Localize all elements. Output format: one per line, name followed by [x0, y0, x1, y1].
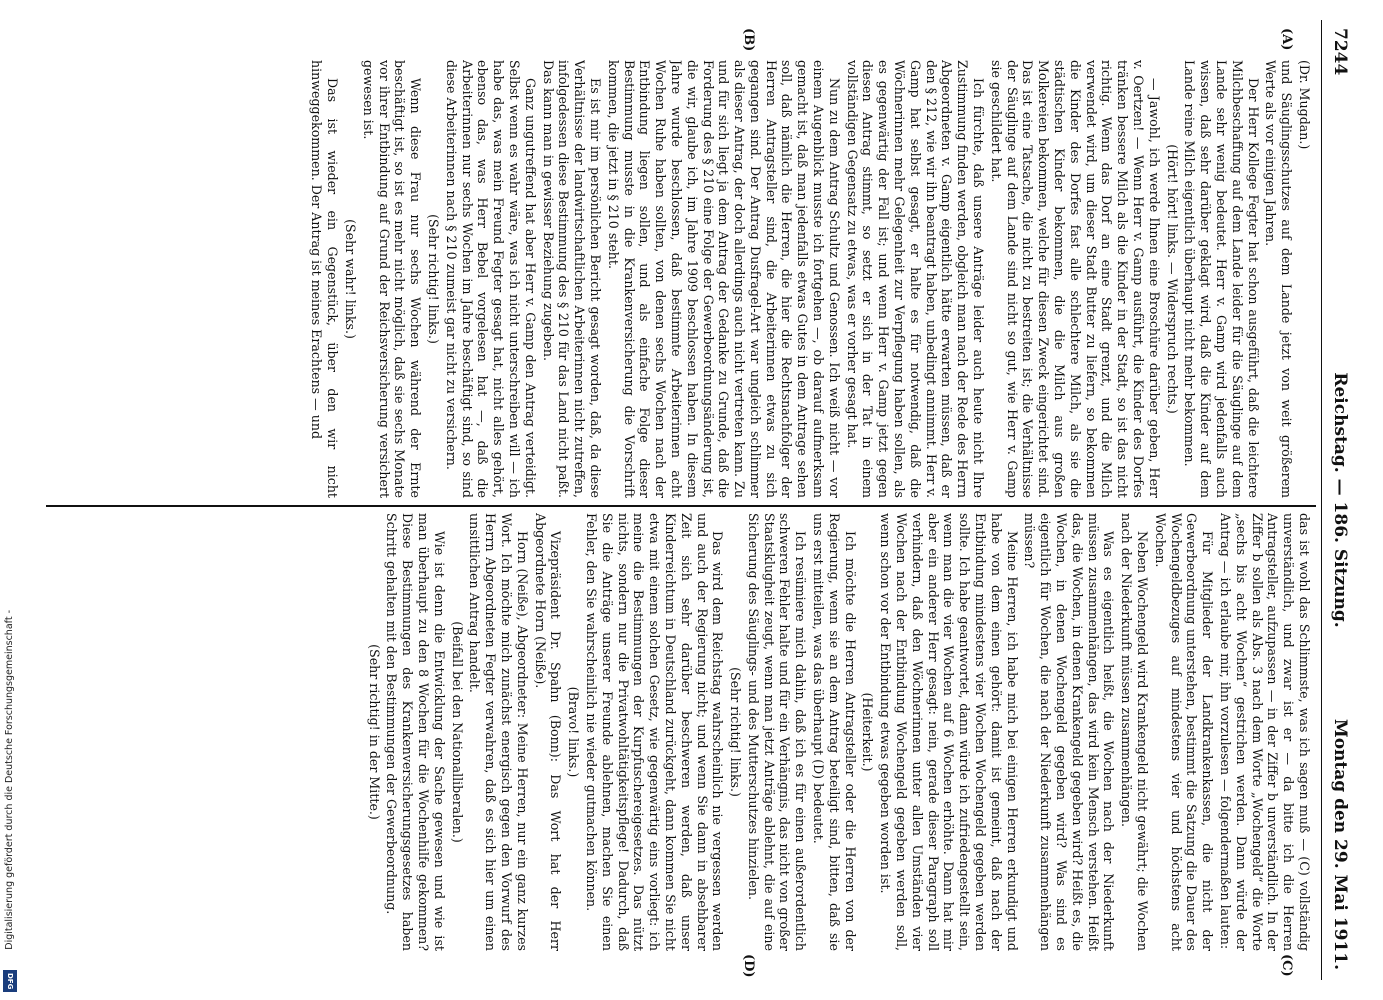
left-text-column — [62, 60, 1312, 498]
paragraph: Ganz ungutreffend hat aber Herr v. Gamp den Antrag verteidigt. Selbst wenn es wahr wäre, was ich nicht unterschreiben will — ich habe das, was mein Freund Fegter gesagt hat, nicht alles gehört, ebenso das, was Herr Bebel vorgelesen hat —, daß die Arbeiterinnen nur sechs Wochen im Jahre beschäftigt sind, so sind diese Arbeiterinnen nach § 210 zumeist gar nicht zu versichern. — [443, 60, 538, 498]
paragraph: Nun zu dem Antrag Schultz und Genossen. Ich weiß nicht — vor einem Augenblick musste ich fortgehen —, ob darauf aufmerksam gemacht ist, daß man jedenfalls etwas Gutes in dem Antrage sehen soll, daß nämlich die Herren, die hier die Rechtsnachfolger der Herren Antragsteller sind, die Arbeiterinnen etwas zu sich gegangen sind. Der Antrag Dusfragel-Art war ungleich schlimmer als dieser Antrag, der doch allerdings auch nicht vertreten kann. Zu und für sich liegt ja dem Antrag der Gedanke zu Grunde, daß die Forderung des § 210 eine Folge der Gewerbeordnungsänderung ist, die wir, glaube ich, im Jahre 1909 beschlossen haben. In diesem Jahre wurde beschlossen, daß bestimmte Arbeiterinnen acht Wochen Ruhe haben sollten, von denen sechs Wochen nach der Entbindung liegen sollen, und als einfache Folge dieser Bestimmung musste in die Krankenversicherung die Vorschrift kommen, die jetzt in § 210 steht. — [605, 60, 842, 498]
page-number: 7244 — [1330, 28, 1350, 76]
paragraph: Meine Herren, ich habe mich bei einigen Herren erkundigt und habe von dem einen gehört: damit ist gemeint, daß nach der Entbindung mindestens vier Wochen Wochengeld gegeben werden sollte. Ich habe geantwortet, dann würde ich zufriedengestellt sein, wenn man die vier Wochen auf 6 Wochen erhöhte. Dann hat mir aber ein anderer Herr gesagt: nein, gerade dieser Paragraph soll verhindern, daß den Wöchnerinnen unter allen Umständen vier Wochen nach der Entbindung Wochengeld gegeben werden soll, wenn schon vor der Entbindung etwas gegeben worden ist. — [878, 513, 1020, 951]
paragraph: (Heiterkeit.) — [860, 692, 876, 772]
session-title: Reichstag. — 186. Sitzung. — [1330, 372, 1350, 628]
paragraph: — Jawohl, ich werde Ihnen eine Broschüre darüber geben, Herr v. Oertzen! — Wenn Herr v. Gamp ausführt, die Kinder des Dorfes tränken bessere Milch als die Kinder in der Stadt, so ist das nicht richtig. Wenn das Dorf an eine Stadt grenzt, und die Milch verwendet wird, um dieser Stadt Butter zu liefern, so bekommen die Kinder des Dorfes fast alle schlechtere Milch, als sie die städtischen Kinder bekommen, die die Milch aus großen Molkereien bekommen, welche für diesen Zweck eingerichtet sind. Das ist eine Tatsache, die nicht zu bestreiten ist; die Verhältnisse der Säuglinge auf dem Lande sind nicht so gut, wie Herr v. Gamp sie geschildert hat. — [988, 60, 1162, 498]
paragraph: Horn (Neiße), Abgeordneter: Meine Herren, nur ein ganz kurzes Wort. Ich möchte mich zunächst energisch gegen den Vorwurf des Herrn Abgeordneten Fegter verwahren, daß es sich hier um einen unsittlichen Antrag handelt. — [467, 513, 530, 951]
paragraph: Neben Wochengeld wird Krankengeld nicht gewährt; die Wochen nach der Niederkunft müssen zusammenhängen. — [1119, 513, 1151, 951]
rotated-document-page — [36, 20, 1356, 980]
paragraph: (Sehr richtig! in der Mitte.) — [366, 644, 382, 820]
paragraph: (Dr. Mugdan.) — [1297, 60, 1312, 150]
paragraph: (Bravo! links.) — [566, 686, 582, 778]
paragraph: Für Mitglieder der Landkrankenkassen, die nicht der Gewerbeordnung unterstehen, bestimmt die Satzung die Dauer des Wochengeldbezuges auf mindestens vier und höchstens acht Wochen. — [1152, 513, 1216, 951]
paragraph: das ist wohl das Schlimmste, was ich sagen muß — (C) vollständig unverständlich, und zwar ist er — da bitte ich die Herren Antragsteller, aufzupassen — in der Ziffer b unverständlich. In der Ziffer b sollen als Abs. 3 nach dem Worte „Wochengeld“ die Worte „sechs bis acht Wochen“ gestrichen werden. Dann würde der Antrag — ich erlaube mir, ihn vorzulesen — folgendermaßen lauten: — [1218, 513, 1312, 951]
paragraph: und Säuglingsschutzes auf dem Lande jetzt von weit größerem Werte als vor einigen Jahren. — [1263, 60, 1295, 498]
paragraph: Das ist wieder ein Gegenstück, über den wir nicht hinweggekommen. Der Antrag ist meines Erachtens — und — [309, 60, 341, 498]
paragraph: Was es eigentlich heißt, die Wochen nach der Niederkunft müssen zusammenhängen, das wird kein Mensch verstehen. Heißt das, die Wochen, in denen Krankengeld gegeben wird? Heißt es, die Wochen, in denen Wochengeld gegeben wird? Was sind es eigentlich für Wochen, die nach der Niederkunft zusammenhängen müssen? — [1022, 513, 1117, 951]
paragraph: Ich möchte die Herren Antragsteller oder die Herren von der Regierung, wenn sie an dem Antrag beteiligt sind, bitten, daß sie uns erst mitteilen, was das überhaupt (D) bedeutet. — [811, 513, 858, 951]
session-date: Montag den 29. Mai 1911. — [1330, 718, 1350, 970]
paragraph: Wie ist denn die Entwicklung der Sache gewesen und wie ist man überhaupt zu den 8 Wochen für die Wochenhilfe gekommen? Diese Bestimmungen des Krankenversicherungsgesetzes haben Schritt gehalten mit den Bestimmungen der Gewerbeordnung. — [384, 513, 447, 951]
paragraph: Das wird dem Reichstag wahrscheinlich nie vergessen werden und auch der Regierung nicht; und wenn Sie dann in absehbarer Zeit sich sehr darüber beschweren werden, daß unser Kinderreichtum in Deutschland zurückgeht, dann kommen Sie nicht etwa mit einem solchen Gesetz, wie gegenwärtig eins vorliegt: ich meine die Bestimmungen der Kurpfuschereigesetzes. Das nützt nichts, sondern nur die Privatwohltätigkeitspflege! Dadurch, daß Sie die Anträge unserer Freunde ablehnen, machen Sie einen Fehler, den Sie wahrscheinlich nie wieder gutmachen können. — [583, 513, 726, 951]
paragraph: (Sehr wahr! links.) — [342, 219, 358, 339]
paragraph: Ich fürchte, daß unsere Anträge leider auch heute nicht Ihre Zustimmung finden werden, obgleich man nach der Rede des Herrn Abgeordneten v. Gamp eigentlich hätte erwarten müssen, daß er den § 212, wie wir ihn beantragt haben, unbedingt annimmt. Herr v. Gamp hat selbst gesagt, er halte es für notwendig, daß die Wöchnerinnen mehr Gelegenheit zur Verpflegung haben sollen, als es gegenwärtig der Fall ist; und wenn Herr v. Gamp jetzt gegen diesen Antrag stimmt, so setzt er sich in der Tat in einem vollständigen Gegensatz zu etwas, was er vorher gesagt hat. — [844, 60, 987, 498]
paragraph: (Sehr richtig! links.) — [425, 214, 441, 344]
margin-mark-d: (D) — [741, 954, 756, 978]
paragraph: (Beifall bei den Nationalliberalen.) — [449, 621, 465, 843]
paragraph: Es ist mir im persönlichen Bericht gesagt worden, daß, da diese Verhältnisse der landwirtschaftlichen Arbeiterinnen nicht zutreffen, infolgedessen diese Bestimmung des § 210 für das Land nicht paßt. Das kann man in gewisser Beziehung zugeben. — [540, 60, 603, 498]
margin-mark-b: (B) — [741, 28, 756, 52]
paragraph: Der Herr Kollege Fegter hat schon ausgeführt, daß die leichtere Milchbeschaffung auf dem Lande leider für die Säuglinge auf dem Lande sehr wenig bedeutet. Herr v. Gamp wird jedenfalls auch wissen, daß sehr darüber geklagt wird, daß die Kinder auf dem Lande reine Milch eigentlich überhaupt nicht mehr bekommen. — [1182, 60, 1261, 498]
paragraph: Ich resümiere mich dahin, daß ich es für einen außerordentlich schweren Fehler halte und für ein Verhängnis, das nicht von großer Staatsklugheit zeugt, wenn man jetzt Anträge ablehnt, die auf eine Sicherung des Säuglings- und des Mutterschutzes hinzielen. — [745, 513, 809, 951]
right-text-column — [62, 513, 1312, 951]
paragraph: (Hört! hört! links. — Widerspruch rechts.) — [1164, 144, 1180, 414]
paragraph: (Sehr richtig! links.) — [728, 667, 744, 797]
digitization-credit: Digitalisierung gefördert durch die Deutsche Forschungsgemeinschaft - — [4, 610, 15, 950]
paragraph: Vizepräsident Dr. Spahn (Bonn): Das Wort hat der Herr Abgeordnete Horn (Neiße). — [532, 513, 564, 951]
paragraph: Wenn diese Frau nur sechs Wochen während der Ernte beschäftigt ist, so ist es mehr nicht möglich, daß sie sechs Monate vor ihrer Entbindung auf Grund der Reichsversicherung versichert gewesen ist. — [360, 60, 424, 498]
margin-mark-a: (A) — [1279, 28, 1294, 51]
dfg-logo-icon: DFG — [3, 970, 17, 992]
margin-mark-c: (C) — [1279, 954, 1294, 977]
column-divider — [46, 505, 1316, 507]
page-header — [1321, 20, 1356, 980]
